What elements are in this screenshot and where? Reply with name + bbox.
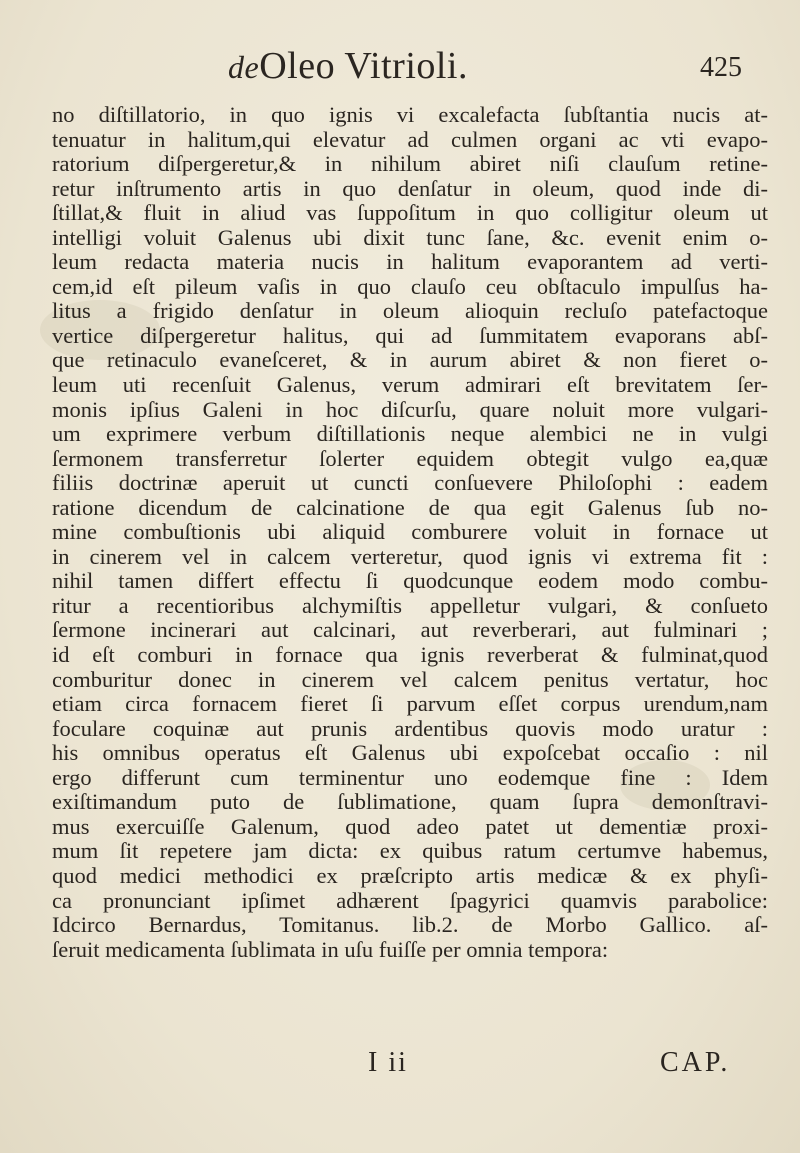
body-text	[52, 103, 768, 962]
text-line: no diſtillatorio, in quo ignis vi excalefacta ſubſtantia nucis at-	[52, 102, 768, 127]
text-line: etiam circa fornacem fieret ſi parvum eſſet corpus urendum,nam	[52, 691, 768, 717]
text-line: foculare coquinæ aut prunis ardentibus quovis modo uratur :	[52, 715, 768, 741]
text-line: quod medici methodici ex præſcripto artis medicæ & ex phyſi-	[52, 862, 768, 888]
text-line: mum ſit repetere jam dicta: ex quibus ratum certumve habemus,	[52, 838, 768, 864]
text-line: ſeruit medicamenta ſublimata in uſu fuiſſe per omnia tempora:	[52, 936, 609, 962]
text-line: monis ipſius Galeni in hoc diſcurſu, quare noluit more vulgari-	[52, 396, 768, 422]
text-line: cem,id eſt pileum vaſis in quo clauſo ceu obſtaculo impulſus ha-	[52, 273, 768, 299]
text-line: exiſtimandum puto de ſublimatione, quam ſupra demonſtravi-	[52, 789, 768, 815]
text-line: retur inſtrumento artis in quo denſatur in oleum, quod inde di-	[52, 175, 768, 201]
running-title	[228, 44, 528, 89]
text-line: litus a frigido denſatur in oleum alioquin recluſo patefactoque	[52, 298, 768, 324]
text-line: Idcirco Bernardus, Tomitanus. lib.2. de Morbo Gallico. aſ-	[52, 912, 768, 938]
text-line: filiis doctrinæ aperuit ut cuncti conſuevere Philoſophi : eadem	[52, 470, 768, 496]
text-line: ca pronunciant ipſimet adhærent ſpagyrici quamvis parabolice:	[52, 887, 768, 913]
text-line: ratione dicendum de calcinatione de qua egit Galenus ſub no-	[52, 494, 768, 520]
signature-mark: I ii	[368, 1047, 408, 1078]
text-line: leum uti recenſuit Galenus, verum admirari eſt brevitatem ſer-	[52, 372, 768, 398]
text-line: id eſt comburi in fornace qua ignis reverberat & fulminat,quod	[52, 642, 768, 668]
text-line: ritur a recentioribus alchymiſtis appelletur vulgari, & conſueto	[52, 592, 768, 618]
page-number: 425	[700, 52, 742, 83]
text-line: ſermone incinerari aut calcinari, aut reverberari, aut fulminari ;	[52, 617, 768, 643]
text-line: ergo differunt cum terminentur uno eodemque fine : Idem	[52, 764, 768, 790]
text-line: um exprimere verbum diſtillationis neque alembici ne in vulgi	[52, 421, 768, 447]
text-line: vertice diſpergeretur halitus, qui ad ſummitatem evaporans abſ-	[52, 322, 768, 348]
text-line: tenuatur in halitum,qui elevatur ad culmen organi ac vti evapo-	[52, 126, 768, 152]
page-header	[0, 44, 800, 96]
text-line: his omnibus operatus eſt Galenus ubi expoſcebat occaſio : nil	[52, 740, 768, 766]
catchword: CAP.	[660, 1047, 731, 1078]
text-line: que retinaculo evaneſceret, & in aurum abiret & non fieret o-	[52, 347, 768, 373]
text-line: in cinerem vel in calcem verteretur, quod ignis vi extrema fit :	[52, 543, 768, 569]
text-line: intelligi voluit Galenus ubi dixit tunc ſane, &c. evenit enim o-	[52, 224, 768, 250]
running-title-main: Oleo Vitrioli.	[259, 45, 468, 87]
text-line: leum redacta materia nucis in halitum evaporantem ad verti-	[52, 249, 768, 275]
text-line: mine combuſtionis ubi aliquid comburere voluit in fornace ut	[52, 519, 768, 545]
running-title-prefix: de	[228, 49, 260, 85]
text-line: mus exercuiſſe Galenum, quod adeo patet ut dementiæ proxi-	[52, 813, 768, 839]
text-line: ſermonem transferretur ſolerter equidem obtegit vulgo ea,quæ	[52, 445, 768, 471]
text-line: comburitur donec in cinerem vel calcem penitus vertatur, hoc	[52, 666, 768, 692]
page-footer	[0, 1047, 800, 1087]
text-line: ſtillat,& fluit in aliud vas ſuppoſitum in quo colligitur oleum ut	[52, 200, 768, 226]
text-line: nihil tamen differt effectu ſi quodcunque eodem modo combu-	[52, 568, 768, 594]
text-line: ratorium diſpergeretur,& in nihilum abiret niſi clauſum retine-	[52, 151, 768, 177]
